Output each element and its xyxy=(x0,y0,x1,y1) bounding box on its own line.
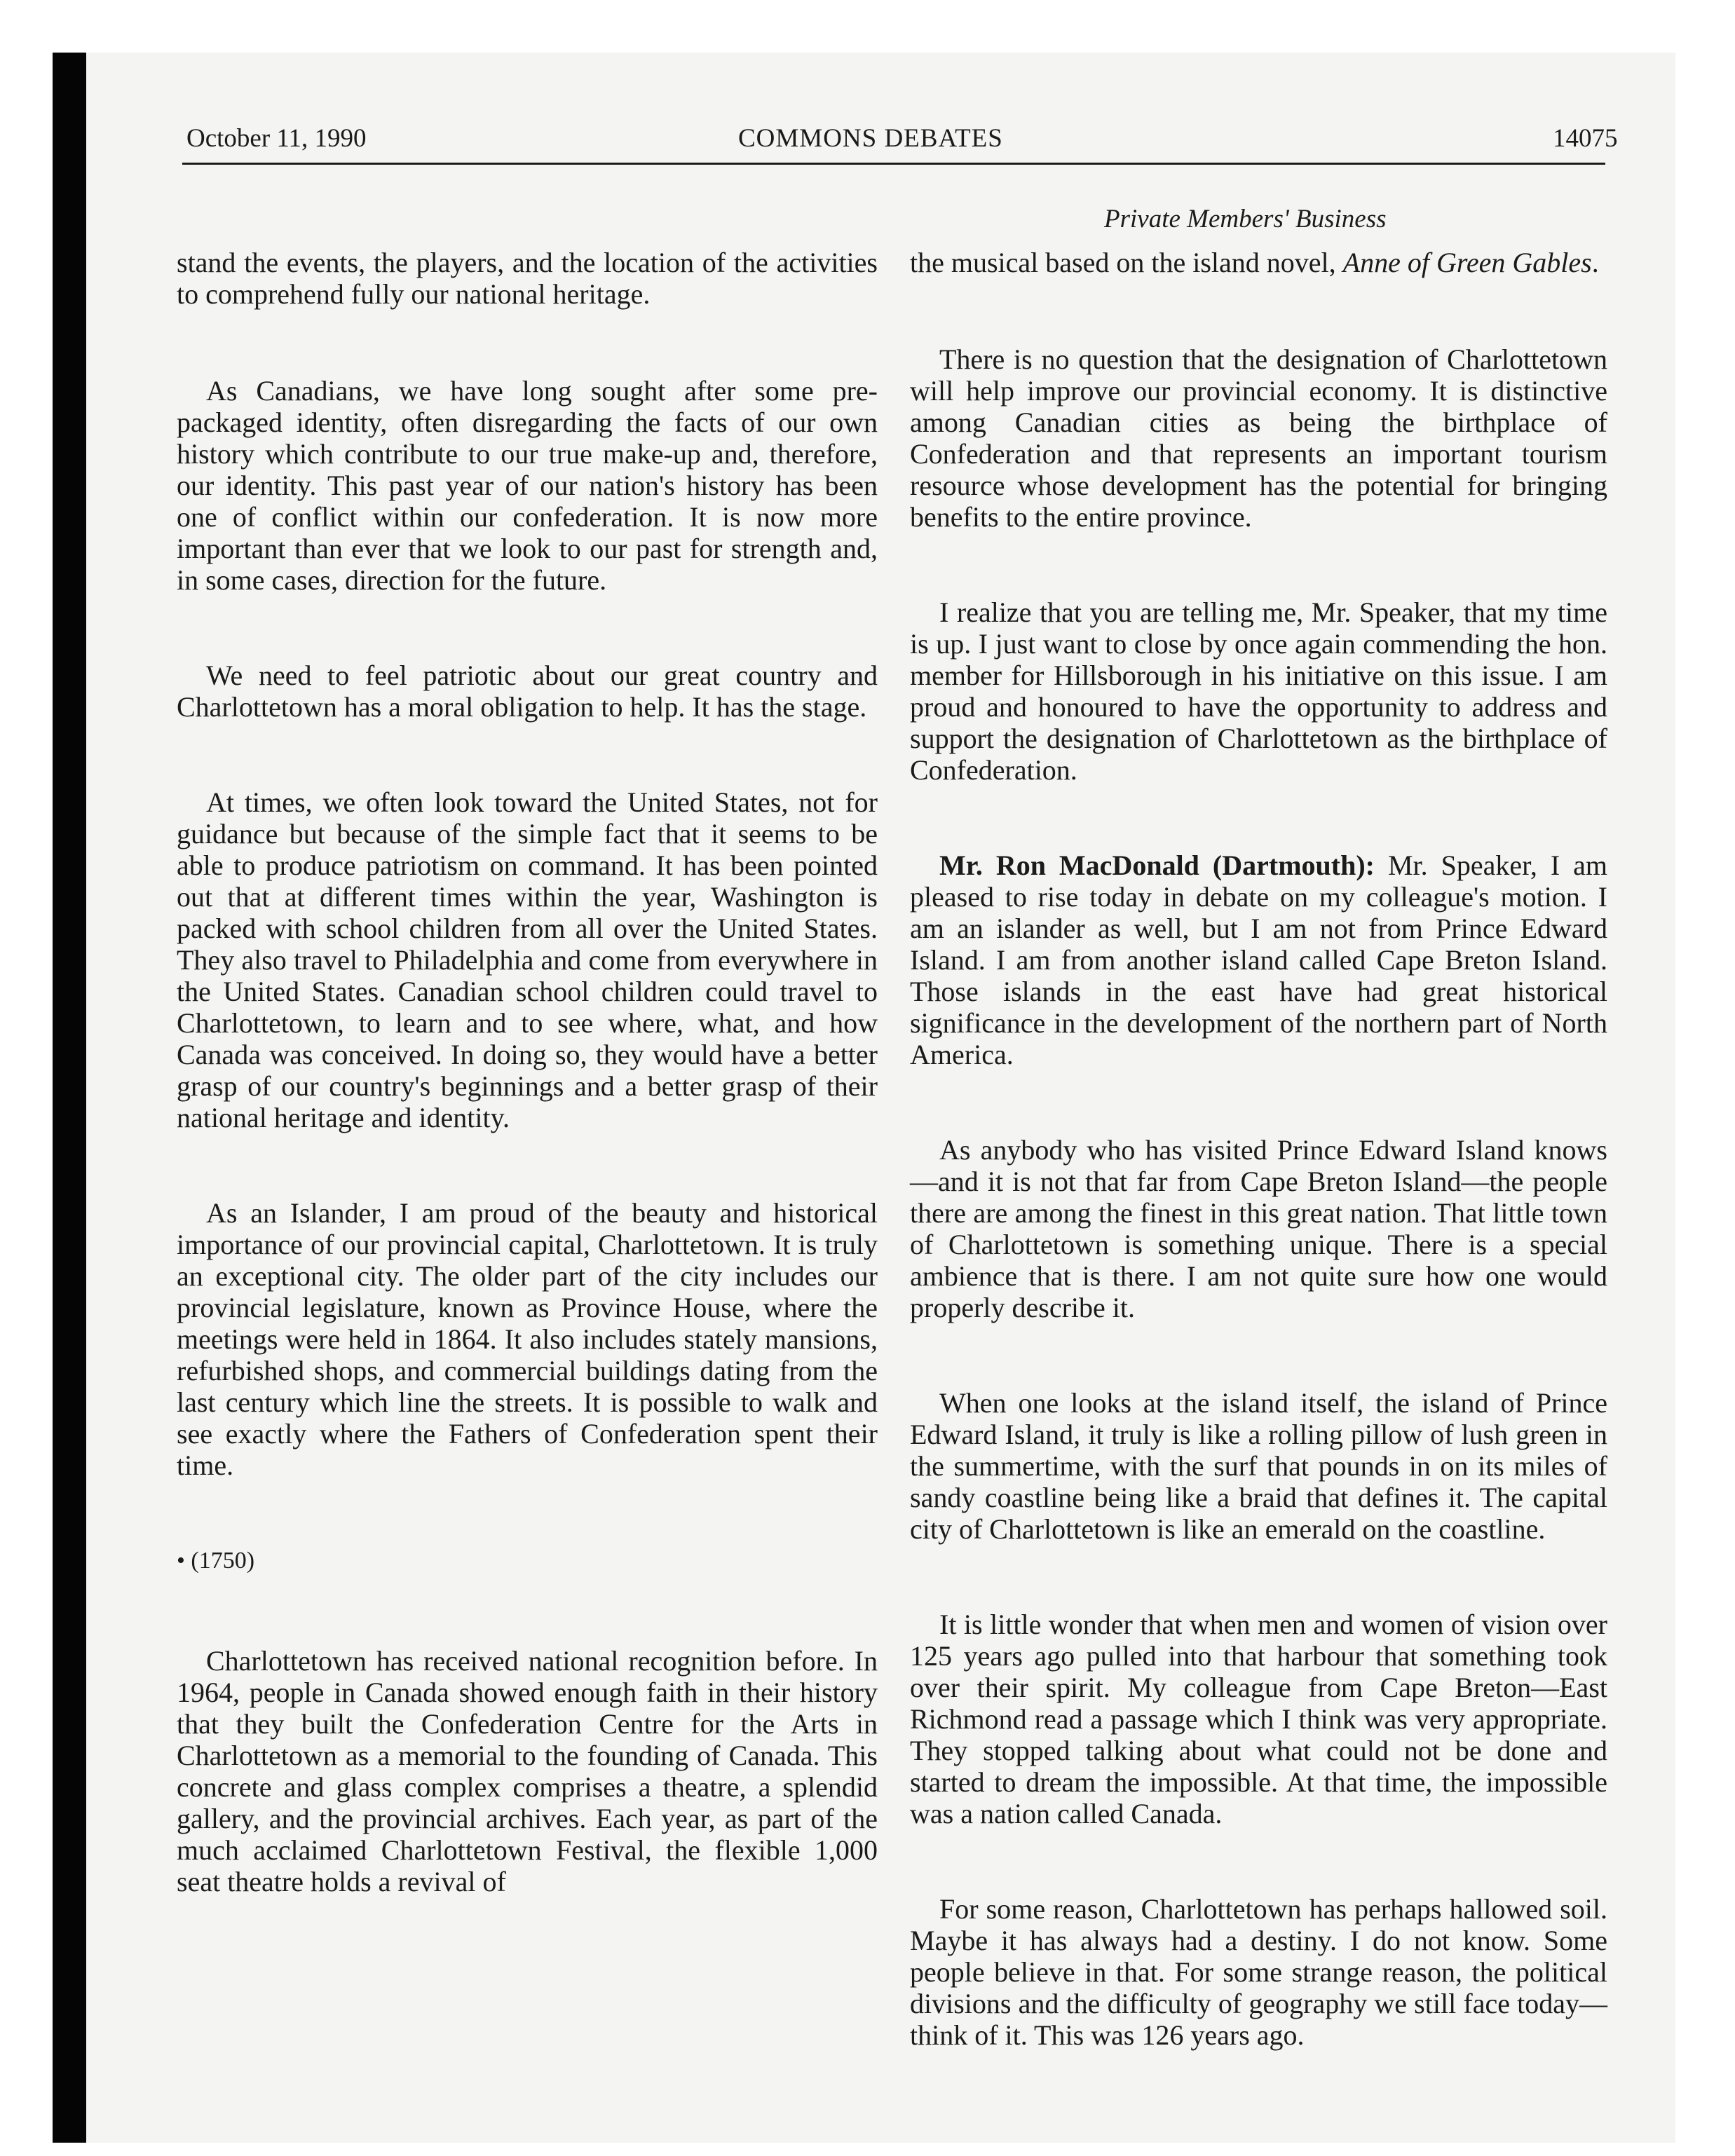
paragraph: When one looks at the island itself, the island of Prince Edward Island, it truly is like a rolling pillow of lush green in the summertime, with the surf that pounds in on its miles of sandy coastline being like a braid that defines it. The capital city of Charlottetown is like an emerald on the coastline. xyxy=(910,1387,1607,1545)
paragraph-text: . xyxy=(1591,247,1599,278)
paragraph xyxy=(910,247,1607,278)
header-rule xyxy=(182,163,1605,165)
paragraph-text: Mr. Speaker, I am pleased to rise today in debate on my colleague's motion. I am an islander as well, but I am not from Prince Edward Island. I am from another island called Cape Breton Island. Those islands in the east have had great historical significance in the development of the northern part of North America. xyxy=(910,850,1608,1070)
paragraph: We need to feel patriotic about our great country and Charlottetown has a moral obligation to help. It has the stage. xyxy=(177,660,878,723)
paragraph-text: the musical based on the island novel, xyxy=(910,247,1343,278)
header-page-number: 14075 xyxy=(1553,124,1618,153)
header-date: October 11, 1990 xyxy=(186,124,367,153)
paragraph: As an Islander, I am proud of the beauty and historical importance of our provincial capital, Charlottetown. It is truly an exceptional city. The older part of the city includes our provincial legislature, known as Province House, where the meetings were held in 1864. It also includes stately mansions, refurbished shops, and commercial buildings dating from the last century which line the streets. It is possible to walk and see exactly where the Fathers of Confederation spent their time. xyxy=(177,1197,878,1481)
scan-border xyxy=(53,53,86,2143)
time-marker: • (1750) xyxy=(177,1548,255,1574)
header-publication: COMMONS DEBATES xyxy=(738,124,1003,153)
section-heading: Private Members' Business xyxy=(1104,205,1387,233)
paragraph: I realize that you are telling me, Mr. Speaker, that my time is up. I just want to close by once again commending the hon. member for Hillsborough in his initiative on this issue. I am proud and honoured to have the opportunity to address and support the designation of Charlottetown as the birthplace of Confederation. xyxy=(910,596,1607,786)
paragraph: At times, we often look toward the United States, not for guidance but because of the simple fact that it seems to be able to produce patriotism on command. It has been pointed out that at different times within the year, Washington is packed with school children from all over the United States. They also travel to Philadelphia and come from everywhere in the United States. Canadian school children could travel to Charlottetown, to learn and to see where, what, and how Canada was conceived. In doing so, they would have a better grasp of our country's beginnings and a better grasp of their national heritage and identity. xyxy=(177,786,878,1133)
paragraph: stand the events, the players, and the location of the activities to comprehend fully our national heritage. xyxy=(177,247,878,310)
paragraph: As anybody who has visited Prince Edward Island knows—and it is not that far from Cape Breton Island—the people there are among the finest in this great nation. That little town of Charlottetown is something unique. There is a special ambience that is there. I am not quite sure how one would properly describe it. xyxy=(910,1134,1607,1323)
right-column xyxy=(910,247,1607,2115)
paragraph: There is no question that the designation of Charlottetown will help improve our provincial economy. It is distinctive among Canadian cities as being the birthplace of Confederation and that represents an important tourism resource whose development has the potential for bringing benefits to the entire province. xyxy=(910,343,1607,533)
paragraph: Charlottetown has received national recognition before. In 1964, people in Canada showed enough faith in their history that they built the Confederation Centre for the Arts in Charlottetown as a memorial to the founding of Canada. This concrete and glass complex comprises a theatre, a splendid gallery, and the provincial archives. Each year, as part of the much acclaimed Charlottetown Festival, the flexible 1,000 seat theatre holds a revival of xyxy=(177,1645,878,1897)
speaker-name: Mr. Ron MacDonald (Dartmouth): xyxy=(939,850,1375,881)
left-column xyxy=(177,247,878,1961)
book-title: Anne of Green Gables xyxy=(1342,247,1592,278)
paragraph xyxy=(910,850,1607,1070)
paragraph: It is little wonder that when men and women of vision over 125 years ago pulled into that harbour that something took over their spirit. My colleague from Cape Breton—East Richmond read a passage which I think was very appropriate. They stopped talking about what could not be done and started to dream the impossible. At that time, the impossible was a nation called Canada. xyxy=(910,1609,1607,1829)
paragraph: For some reason, Charlottetown has perhaps hallowed soil. Maybe it has always had a destiny. I do not know. Some people believe in that. For some strange reason, the political divisions and the difficulty of geography we still face today—think of it. This was 126 years ago. xyxy=(910,1893,1607,2051)
paragraph: As Canadians, we have long sought after some pre-packaged identity, often disregarding the facts of our own history which contribute to our true make-up and, therefore, our identity. This past year of our nation's history has been one of conflict within our confederation. It is now more important than ever that we look to our past for strength and, in some cases, direction for the future. xyxy=(177,375,878,596)
